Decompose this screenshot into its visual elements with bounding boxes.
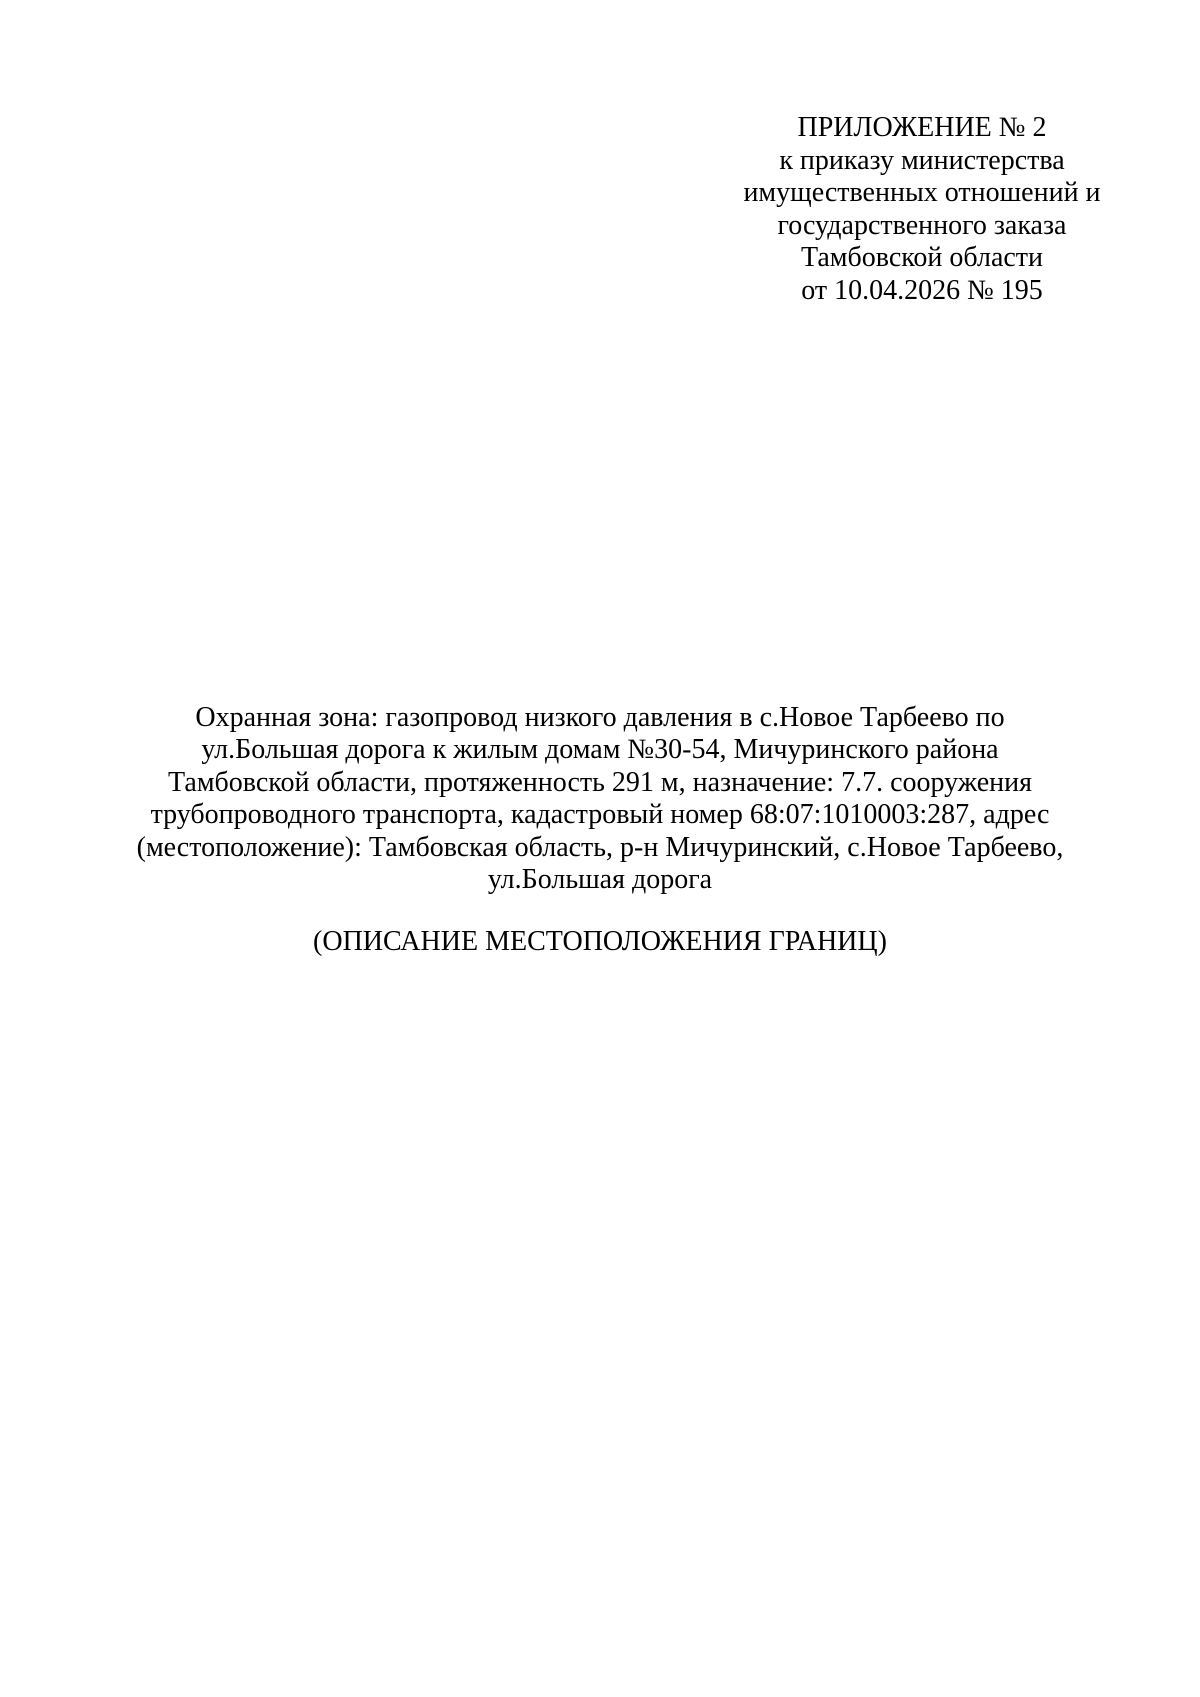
zone-description-line: ул.Большая дорога к жилым домам №30-54, Мичуринского района	[201, 734, 999, 766]
protection-zone-description	[120, 702, 1080, 896]
zone-description-line: (местоположение): Тамбовская область, р-н Мичуринский, с.Новое Тарбеево,	[136, 831, 1064, 863]
zone-description-line: Охранная зона: газопровод низкого давления в с.Новое Тарбеево по	[195, 702, 1005, 733]
appendix-date-number: от 10.04.2026 № 195	[801, 274, 1043, 306]
zone-description-line: Тамбовской области, протяженность 291 м, назначение: 7.7. сооружения	[167, 766, 1033, 798]
appendix-ministry-line: имущественных отношений и	[743, 177, 1101, 208]
zone-description-line: трубопроводного транспорта, кадастровый номер 68:07:1010003:287, адрес	[150, 799, 1050, 831]
section-title: (ОПИСАНИЕ МЕСТОПОЛОЖЕНИЯ ГРАНИЦ)	[313, 926, 887, 957]
appendix-header	[692, 112, 1152, 307]
zone-description-line: ул.Большая дорога	[487, 864, 713, 896]
appendix-region-line: Тамбовской области	[800, 242, 1044, 273]
appendix-order-line: к приказу министерства	[779, 144, 1065, 176]
appendix-ministry-line: государственного заказа	[777, 209, 1067, 241]
appendix-title: ПРИЛОЖЕНИЕ № 2	[797, 112, 1047, 143]
